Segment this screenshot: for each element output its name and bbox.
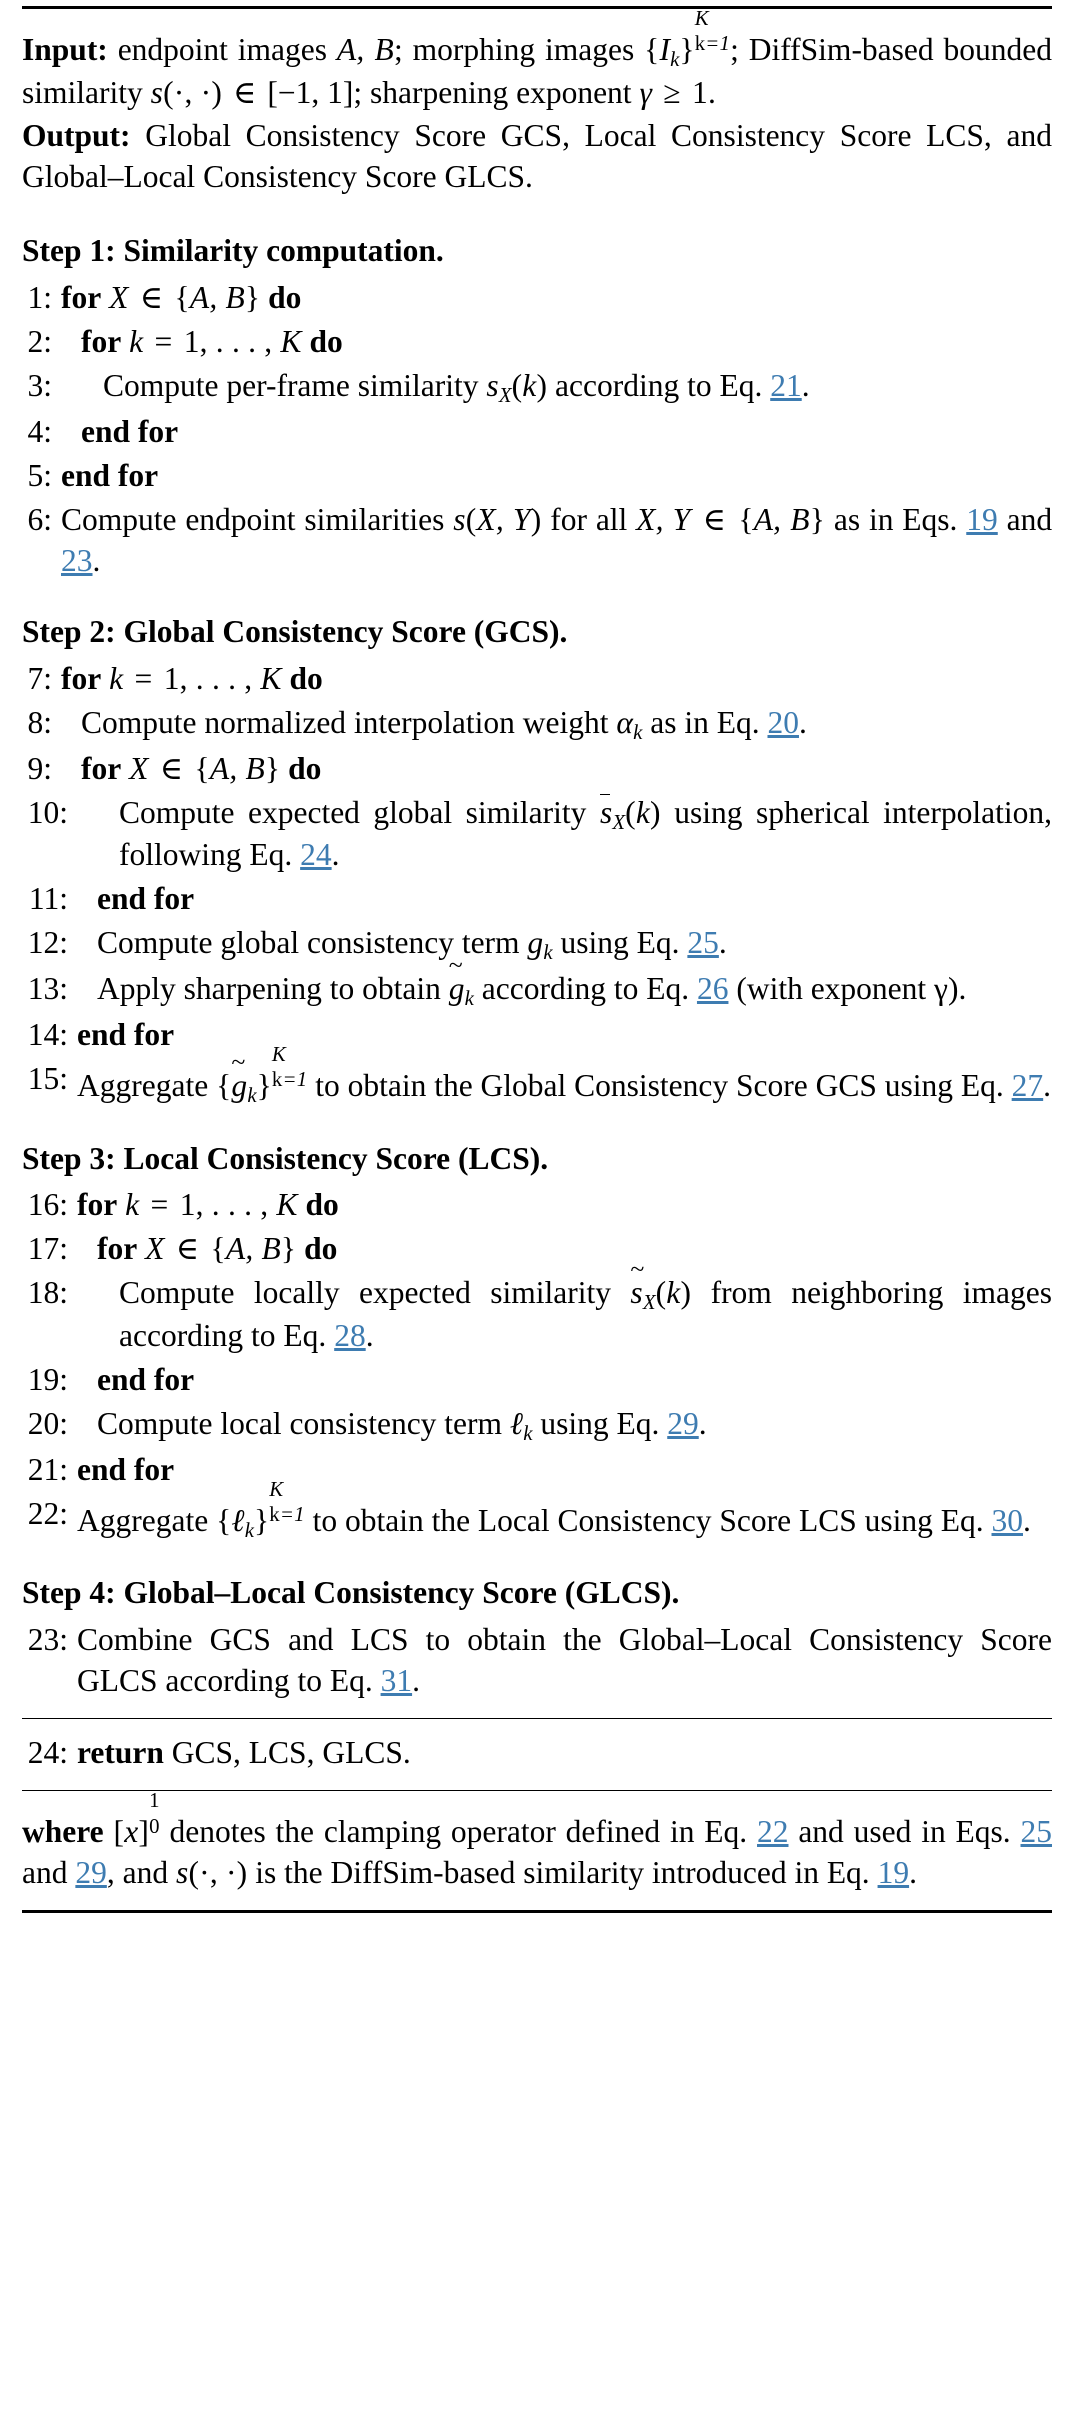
- line-body-10: [77, 793, 1052, 877]
- algorithm-line-22: [22, 1477, 1052, 1544]
- line-18-text-before: Compute locally expected similarity: [119, 1275, 612, 1311]
- algorithm-line-2: [22, 322, 1052, 363]
- line-body-24: [77, 1733, 1052, 1774]
- line-body-1: [61, 278, 1052, 319]
- line-10-text-before: Compute expected global similarity: [119, 794, 587, 830]
- algorithm-line-13: [22, 969, 1052, 1012]
- algorithm-line-3: [22, 366, 1052, 409]
- line-body-11: end for: [97, 881, 195, 917]
- math-6a: s(X, Y): [453, 501, 542, 537]
- input-text-1: endpoint images: [117, 31, 328, 67]
- math-15: {~ $g_k$} K k=1: [216, 1068, 307, 1103]
- keyword-return: return: [77, 1735, 164, 1771]
- footnote-lead: where: [22, 1814, 104, 1849]
- line-number-16: 16:: [27, 1187, 68, 1223]
- line-23-text-end: .: [412, 1663, 420, 1699]
- footnote-paragraph: [22, 1789, 1052, 1894]
- line-6-text-before: Compute endpoint similarities: [61, 501, 445, 537]
- return-values: GCS, LCS, GLCS.: [171, 1735, 411, 1771]
- algorithm-line-12: [22, 923, 1052, 966]
- math-similarity-footnote: s(·, ·): [175, 1854, 248, 1890]
- eq-ref-27[interactable]: 27: [1011, 1067, 1044, 1103]
- math-1: X ∈ {A, B}: [109, 280, 261, 316]
- line-18-text-after: from neighboring images according to Eq.: [119, 1275, 1053, 1354]
- line-body-17: [77, 1229, 1052, 1270]
- line-number-24: 24:: [27, 1735, 68, 1771]
- algorithm-line-20: [22, 1404, 1052, 1447]
- line-body-8: [61, 703, 1052, 746]
- line-number-20: 20:: [27, 1406, 68, 1442]
- algorithm-line-24: [22, 1733, 1052, 1774]
- line-13-text-before: Apply sharpening to obtain: [97, 971, 441, 1007]
- input-math-morph-set: $\{I_k\}$ K k=1: [644, 7, 731, 71]
- algorithm-line-19: [22, 1360, 1052, 1401]
- footnote-text-2: and used in Eqs.: [798, 1814, 1011, 1849]
- line-body-18: [77, 1273, 1052, 1357]
- line-body-7: [61, 659, 1052, 700]
- line-18-text-end: .: [365, 1318, 374, 1354]
- algorithm-line-11: [22, 879, 1052, 920]
- math-22: {ℓ$_k$} K k=1: [216, 1477, 305, 1542]
- line-10-text-after: using spherical interpolation, following Eq.: [119, 794, 1053, 873]
- line-number-4: 4:: [27, 414, 52, 450]
- line-body-15: [77, 1042, 1052, 1109]
- footnote-text-3: and: [22, 1854, 68, 1890]
- line-body-19: end for: [97, 1362, 195, 1398]
- line-20-text-after: using Eq.: [540, 1406, 660, 1442]
- line-number-19: 19:: [27, 1362, 68, 1398]
- input-math-similarity: s(·, ·): [150, 74, 223, 110]
- line-body-5: end for: [61, 458, 159, 494]
- line-20-text-before: Compute local consistency term: [97, 1406, 503, 1442]
- line-15-text-end: .: [1043, 1067, 1052, 1103]
- algorithm-footnote-rule: [22, 1790, 1052, 1791]
- line-number-11: 11:: [28, 881, 68, 917]
- line-12-text-after: using Eq.: [560, 925, 680, 961]
- footnote-text-6: .: [909, 1854, 917, 1890]
- line-number-14: 14:: [27, 1016, 68, 1052]
- line-20-text-end: .: [698, 1406, 707, 1442]
- line-body-20: [77, 1404, 1052, 1447]
- algorithm-line-5: [22, 456, 1052, 497]
- line-number-8: 8:: [27, 704, 52, 740]
- step-3-heading: Step 3: Local Consistency Score (LCS).: [22, 1140, 549, 1176]
- eq-ref-25[interactable]: 25: [687, 925, 719, 961]
- line-body-3: [61, 366, 1052, 409]
- line-body-14: end for: [77, 1016, 175, 1052]
- eq-ref-29-footnote[interactable]: 29: [75, 1854, 107, 1890]
- step-2-heading: Step 2: Global Consistency Score (GCS).: [22, 613, 568, 649]
- line-body-4: end for: [81, 414, 179, 450]
- line-6-text-after: as in Eqs.: [833, 501, 958, 537]
- math-16: k = 1, . . . , K: [125, 1187, 298, 1223]
- line-3-text-before: Compute per-frame similarity: [103, 368, 479, 404]
- line-number-5: 5:: [27, 458, 52, 494]
- input-text-3: ; DiffSim-based bounded similarity: [22, 31, 1053, 110]
- line-12-text-end: .: [718, 925, 727, 961]
- eq-ref-23[interactable]: 23: [61, 542, 93, 578]
- line-12-text-before: Compute global consistency term: [97, 925, 520, 961]
- eq-ref-31[interactable]: 31: [380, 1663, 413, 1699]
- algorithm-mid-rule: [22, 1718, 1052, 1719]
- line-number-12: 12:: [27, 925, 68, 961]
- input-text-2: ; morphing images: [393, 31, 635, 67]
- keyword-do-2: do: [309, 324, 343, 360]
- eq-ref-20[interactable]: 20: [767, 704, 799, 740]
- line-number-18: 18:: [27, 1275, 68, 1311]
- line-number-21: 21:: [27, 1451, 68, 1487]
- line-number-3: 3:: [27, 368, 52, 404]
- keyword-do-16: do: [305, 1187, 339, 1223]
- line-15-text-after: to obtain the Global Consistency Score GCS using Eq.: [315, 1067, 1004, 1103]
- line-22-text-before: Aggregate: [77, 1502, 209, 1538]
- algorithm-line-21: [22, 1450, 1052, 1491]
- line-body-22: [77, 1477, 1052, 1544]
- keyword-for-17: for: [97, 1231, 138, 1267]
- algorithm-line-6: [22, 500, 1052, 582]
- line-body-21: end for: [77, 1451, 175, 1487]
- output-text: Global Consistency Score GCS, Local Consistency Score LCS, and Global–Local Consistency Score GLCS.: [22, 117, 1052, 194]
- math-clamp: [x] 1 0: [113, 1789, 160, 1849]
- line-number-7: 7:: [27, 660, 52, 696]
- line-3-text-end: .: [801, 368, 810, 404]
- input-paragraph: Input: endpoint images A, B; morphing images $\{I_k\}$ K k=1 ; DiffSim-based bounded similarity s(·, ·) ∈ [−1, 1]; sharpening exponent γ ≥ 1.: [22, 7, 1053, 110]
- line-13-text-after: according to Eq.: [481, 971, 690, 1007]
- line-body-23: [77, 1620, 1052, 1702]
- line-6-text-join: and: [1006, 501, 1053, 537]
- keyword-for-1: for: [61, 280, 102, 316]
- keyword-do-9: do: [288, 750, 322, 786]
- line-body-9: [61, 749, 1052, 790]
- output-label: Output:: [22, 117, 131, 153]
- algorithm-line-7: [22, 659, 1052, 700]
- keyword-for-2: for: [81, 324, 122, 360]
- line-3-text-after: according to Eq.: [555, 368, 763, 404]
- input-label: Input:: [22, 31, 108, 67]
- line-13-text-end: (with exponent γ).: [736, 971, 967, 1007]
- line-number-6: 6:: [27, 501, 52, 537]
- algorithm-line-17: [22, 1229, 1052, 1270]
- step-1-heading: Step 1: Similarity computation.: [22, 233, 444, 269]
- footnote-text-4: , and: [106, 1854, 169, 1890]
- algorithm-line-15: [22, 1042, 1052, 1109]
- eq-ref-19[interactable]: 19: [966, 501, 998, 537]
- line-6-text-mid: for all: [550, 501, 628, 537]
- eq-ref-21[interactable]: 21: [770, 368, 802, 404]
- step-4-heading: Step 4: Global–Local Consistency Score (GLCS).: [22, 1575, 680, 1611]
- line-number-13: 13:: [27, 971, 68, 1007]
- line-8-text-after: as in Eq.: [650, 704, 760, 740]
- keyword-do-7: do: [289, 660, 323, 696]
- line-8-text-before: Compute normalized interpolation weight: [81, 704, 609, 740]
- line-number-17: 17:: [27, 1231, 68, 1267]
- algorithm-line-8: [22, 703, 1052, 746]
- algorithm-line-23: [22, 1620, 1052, 1702]
- eq-ref-19-footnote[interactable]: 19: [877, 1854, 910, 1890]
- line-8-text-end: .: [798, 704, 807, 740]
- line-number-23: 23:: [27, 1622, 68, 1658]
- algorithm-line-9: [22, 749, 1052, 790]
- algorithm-line-18: [22, 1273, 1052, 1357]
- math-13: ~ $g_k$: [449, 971, 474, 1006]
- math-17: X ∈ {A, B}: [145, 1231, 297, 1267]
- math-2: k = 1, . . . , K: [129, 324, 302, 360]
- line-number-10: 10:: [27, 794, 68, 830]
- algorithm-line-16: [22, 1185, 1052, 1226]
- input-text-4: ; sharpening exponent: [353, 74, 632, 110]
- math-6b: X, Y ∈ {A, B}: [636, 501, 826, 537]
- eq-ref-26[interactable]: 26: [696, 971, 729, 1007]
- eq-ref-25-footnote[interactable]: 25: [1020, 1814, 1052, 1849]
- line-number-2: 2:: [27, 324, 52, 360]
- math-7: k = 1, . . . , K: [109, 660, 282, 696]
- eq-ref-24[interactable]: 24: [300, 837, 332, 873]
- line-body-6: [61, 500, 1052, 582]
- line-number-15: 15:: [27, 1060, 68, 1096]
- eq-ref-28[interactable]: 28: [334, 1318, 366, 1354]
- eq-ref-22[interactable]: 22: [757, 1814, 789, 1849]
- line-22-text-after: to obtain the Local Consistency Score LCS using Eq.: [312, 1502, 984, 1538]
- line-10-text-end: .: [331, 837, 340, 873]
- eq-ref-30[interactable]: 30: [991, 1502, 1023, 1538]
- output-paragraph: [22, 116, 1052, 198]
- line-body-16: [77, 1185, 1052, 1226]
- math-18: ~ $s_X(k)$: [630, 1275, 691, 1310]
- line-6-text-end: .: [92, 542, 101, 578]
- algorithm-bottom-rule: [22, 1910, 1052, 1913]
- line-body-12: [77, 923, 1052, 966]
- footnote-text-1: denotes the clamping operator defined in Eq.: [169, 1814, 748, 1849]
- keyword-do-1: do: [268, 280, 302, 316]
- line-15-text-before: Aggregate: [77, 1067, 209, 1103]
- input-math-gamma: γ ≥ 1: [639, 74, 708, 110]
- math-10: $s_X(k)$: [599, 794, 661, 834]
- keyword-do-17: do: [304, 1231, 338, 1267]
- algorithm-line-1: [22, 278, 1052, 319]
- line-number-9: 9:: [27, 750, 52, 786]
- math-12: $g_k$: [527, 925, 553, 965]
- line-body-2: [61, 322, 1052, 363]
- eq-ref-29[interactable]: 29: [667, 1406, 699, 1442]
- keyword-for-7: for: [61, 660, 102, 696]
- math-20: ℓ$_k$: [509, 1406, 533, 1445]
- input-math-member: ∈: [233, 74, 257, 110]
- math-8: $\alpha_k$: [616, 704, 643, 744]
- line-number-22: 22:: [27, 1495, 68, 1531]
- math-3: $s_X(k)$: [486, 368, 548, 408]
- algorithm-line-10: [22, 793, 1052, 877]
- algorithm-line-14: [22, 1015, 1052, 1056]
- input-math-range: [−1, 1]: [267, 74, 354, 110]
- input-math-endpoints: A, B: [336, 31, 394, 67]
- algorithm-line-4: [22, 412, 1052, 453]
- line-body-13: [77, 969, 1052, 1012]
- algorithm-top-rule: [22, 6, 1052, 9]
- math-9: X ∈ {A, B}: [129, 750, 281, 786]
- line-23-text-before: Combine GCS and LCS to obtain the Global–Local Consistency Score GLCS according to Eq.: [77, 1622, 1052, 1699]
- keyword-for-9: for: [81, 750, 122, 786]
- line-22-text-end: .: [1023, 1502, 1031, 1538]
- keyword-for-16: for: [77, 1187, 118, 1223]
- footnote-text-5: is the DiffSim-based similarity introduced in Eq.: [255, 1854, 870, 1890]
- line-number-1: 1:: [27, 280, 52, 316]
